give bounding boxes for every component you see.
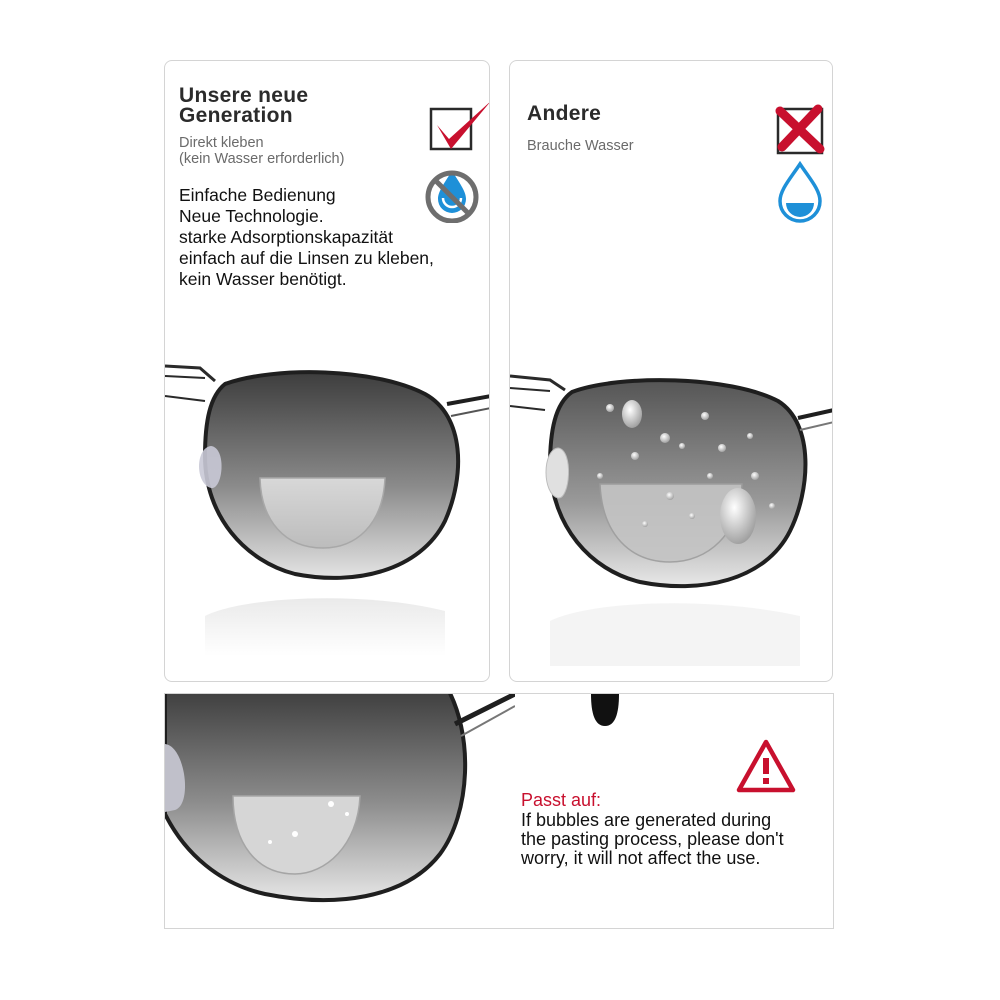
others-panel: [509, 60, 833, 682]
glasses-illustration-with-water: [510, 366, 833, 682]
checkmark-icon: [427, 99, 490, 157]
glasses-illustration-no-water: [165, 356, 490, 682]
earpiece-tip: [585, 694, 625, 734]
title-line-1: Unsere neue: [179, 84, 309, 107]
feature-item: einfach auf die Linsen zu kleben,: [179, 248, 434, 268]
feature-item: kein Wasser benötigt.: [179, 269, 347, 289]
notice-line: If bubbles are generated during: [521, 810, 772, 830]
warning-icon: [735, 738, 797, 794]
notice-line: worry, it will not affect the use.: [521, 848, 761, 868]
notice-line: the pasting process, please don't: [521, 829, 784, 849]
new-generation-panel: [164, 60, 490, 682]
others-title: Andere: [527, 102, 602, 125]
feature-item: starke Adsorptionskapazität: [179, 227, 394, 247]
cross-icon: [774, 103, 826, 159]
new-generation-title: [179, 86, 308, 126]
new-generation-subtitle: [179, 135, 344, 167]
feature-item: Einfache Bedienung: [179, 185, 336, 205]
feature-list: [179, 185, 434, 290]
title-line-2: Generation: [179, 104, 293, 127]
no-water-icon: [423, 165, 481, 223]
notice-body: [521, 811, 784, 868]
notice-panel: [164, 693, 834, 929]
feature-item: Neue Technologie.: [179, 206, 324, 226]
subtitle-line-2: (kein Wasser erforderlich): [179, 151, 345, 167]
subtitle-line-1: Direkt kleben: [179, 135, 264, 151]
water-drop-icon: [773, 161, 827, 223]
glasses-closeup-illustration: [165, 694, 515, 929]
others-subtitle: Brauche Wasser: [527, 138, 634, 154]
notice-title: Passt auf:: [521, 790, 602, 810]
